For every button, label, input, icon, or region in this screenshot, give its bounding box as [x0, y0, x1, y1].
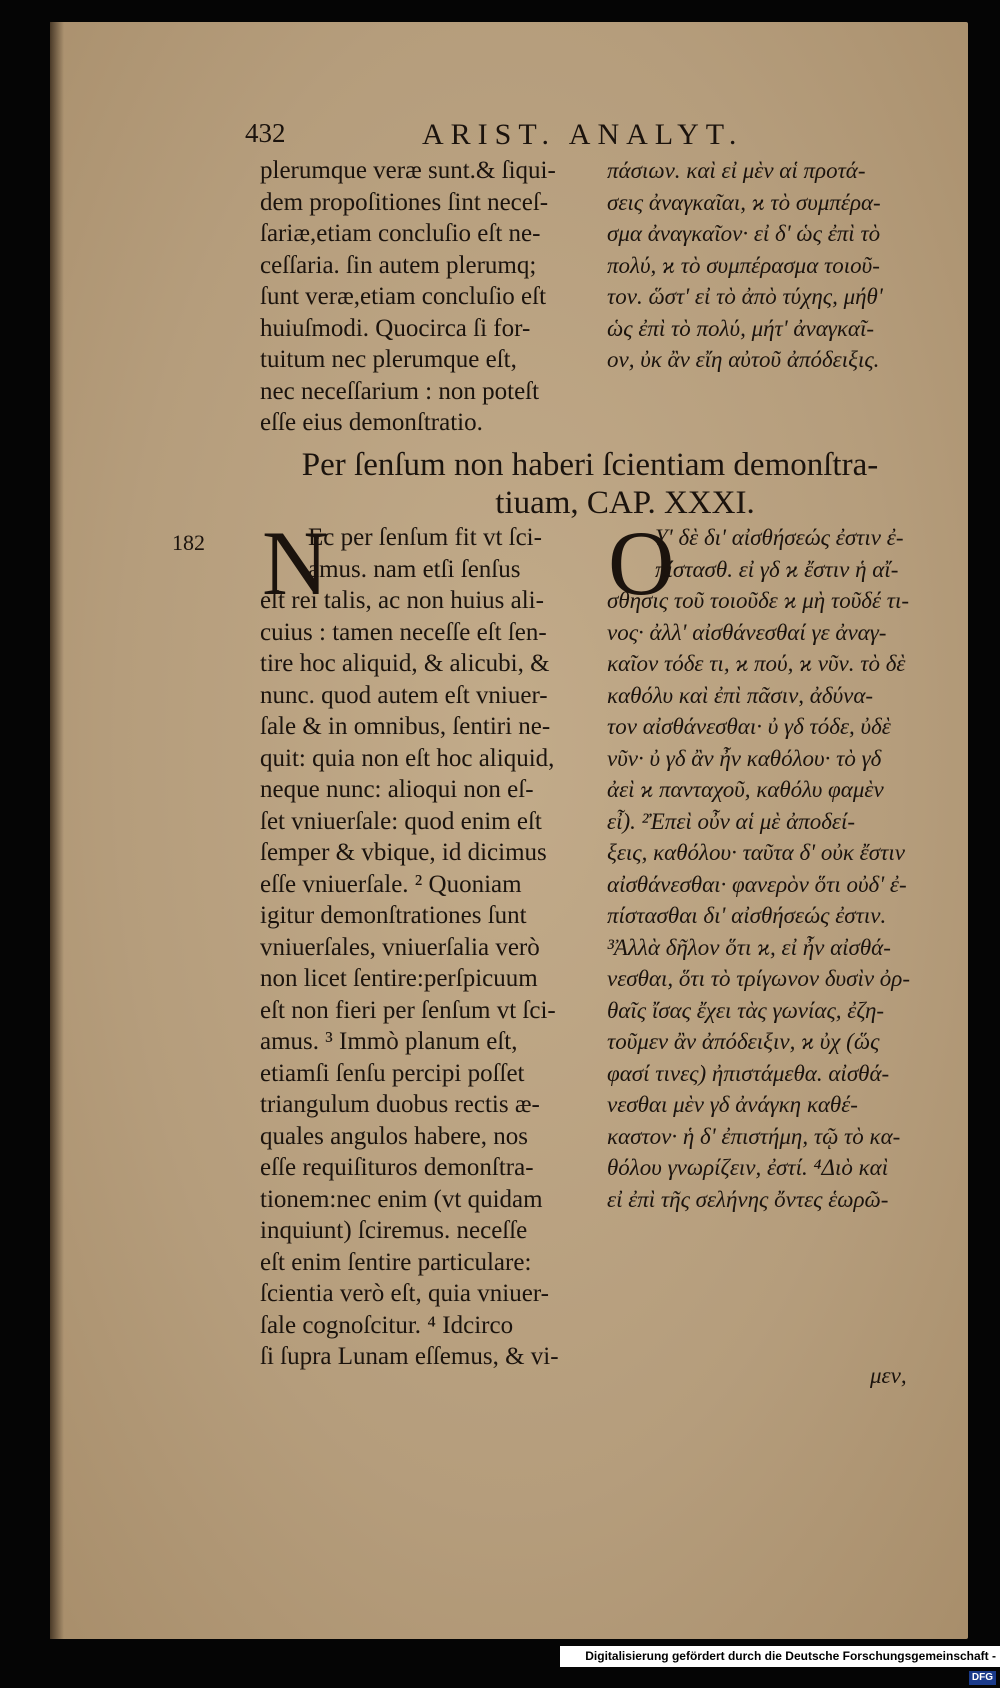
text-line: nunc. quod autem eſt vniuer- [260, 681, 548, 709]
text-line: non licet ſentire:perſpicuum [260, 965, 538, 992]
chapter-heading-line-1: Per ſenſum non haberi ſcientiam demonſtra- [301, 447, 879, 483]
text-line: eſt non fieri per ſenſum vt ſci- [260, 996, 556, 1024]
text-line: ξεις, καθόλου· ταῦτα δ' οὐκ ἔστιν [607, 840, 905, 865]
chapter-heading [270, 446, 910, 522]
footer-text: Digitalisierung gefördert durch die Deutsche Forschungsgemeinschaft - [585, 1649, 996, 1663]
text-line: ſale & in omnibus, ſentiri ne- [260, 713, 551, 740]
text-line: φασί τινες) ἠπιστάμεθα. αἰσθά- [607, 1060, 890, 1086]
text-line: eſſe eius demonſtratio. [260, 409, 483, 436]
text-line: nec neceſſarium : non poteſt [260, 377, 540, 405]
text-line: inquiunt) ſciremus. neceſſe [260, 1217, 528, 1244]
text-line: ſemper & vbique, id dicimus [260, 839, 547, 866]
digitization-footer [560, 1646, 1000, 1683]
text-line: νεσθαι μὲν γδ ἀνάγκη καθέ- [607, 1092, 858, 1117]
text-line: vniuerſales, vniuerſalia verò [260, 933, 540, 961]
text-line: eſſe vniuerſale. ² Quoniam [260, 870, 522, 898]
text-line: καῖον τόδε τι, ϰ πού, ϰ νῦν. τὸ δὲ [607, 651, 906, 676]
text-line: καθόλυ καὶ ἐπὶ πᾶσιν, ἀδύνα- [607, 682, 874, 708]
page-edge-shadow [50, 22, 64, 1639]
text-line: τον αἰσθάνεσθαι· ὐ γδ τόδε, ὐδὲ [607, 714, 891, 739]
latin-column-top [260, 155, 580, 439]
text-line: τον. ὥστ' εἰ τὸ ἀπὸ τύχης, μήθ' [607, 284, 883, 309]
text-line: amus. nam etſi ſenſus [308, 555, 521, 583]
greek-column-main [607, 512, 917, 1215]
text-line: ſet vniuerſale: quod enim eſt [260, 807, 542, 835]
dfg-logo: DFG [969, 1671, 996, 1685]
text-line: πίστασθ. εἰ γδ ϰ ἔστιν ἡ αἴ- [655, 556, 899, 582]
text-line: cuius : tamen neceſſe eſt ſen- [260, 618, 547, 646]
running-head: ARIST. ANALYT. [422, 118, 744, 151]
text-line: τοῦμεν ἂν ἀπόδειξιν, ϰ ὐχ (ὥς [607, 1029, 880, 1054]
text-line: quales angulos habere, nos [260, 1122, 528, 1150]
text-line: neque nunc: alioqui non eſ- [260, 776, 534, 803]
text-line: αἰσθάνεσθαι· φανερὸν ὅτι οὐδ' ἐ- [607, 871, 907, 897]
text-line: ſariæ,etiam concluſio eſt ne- [260, 220, 541, 247]
text-line: tire hoc aliquid, & alicubi, & [260, 650, 550, 677]
text-line: etiamſi ſenſu percipi poſſet [260, 1059, 525, 1087]
text-line: tuitum nec plerumque eſt, [260, 346, 517, 373]
text-line: σμα ἀναγκαῖον· εἰ δ' ὡς ἐπὶ τὸ [607, 221, 881, 246]
text-line: ſi ſupra Lunam eſſemus, & vi- [260, 1343, 559, 1370]
text-line: ſcientia verò eſt, quia vniuer- [260, 1280, 549, 1307]
text-line: πάσιων. καὶ εἰ μὲν αἱ προτά- [607, 158, 866, 183]
text-line: Ec per ſenſum fit vt ſci- [308, 524, 542, 551]
marginal-number: 182 [172, 530, 205, 555]
text-line: ſunt veræ,etiam concluſio eſt [260, 283, 547, 310]
greek-column-top [607, 155, 917, 376]
text-line: εἶ). ²Ἐπεὶ οὖν αἱ μὲ ἀποδεί- [607, 808, 856, 834]
chapter-heading-line-2: tiuam, CAP. XXXI. [495, 485, 755, 521]
text-line: νος· ἀλλ' αἰσθάνεσθαί γε ἀναγ- [607, 619, 887, 645]
text-line: ον, ὐκ ἂν εἴη αὐτοῦ ἀπόδειξις. [607, 347, 880, 372]
text-line: νεσθαι, ὅτι τὸ τρίγωνον δυσὶν ὀρ- [607, 966, 910, 991]
text-line: amus. ³ Immò planum eſt, [260, 1028, 518, 1055]
text-line: ſale cognoſcitur. ⁴ Idcirco [260, 1311, 514, 1339]
text-line: plerumque veræ sunt.& ſiqui- [260, 157, 556, 184]
text-line: ³Ἀλλὰ δῆλον ὅτι ϰ, εἰ ἦν αἰσθά- [607, 934, 891, 960]
text-line: ceſſaria. ſin autem plerumq; [260, 251, 537, 279]
text-line: σεις ἀναγκαῖαι, ϰ τὸ συμπέρα- [607, 189, 881, 215]
text-line: θόλου γνωρίζειν, ἐστί. ⁴Διὸ καὶ [607, 1155, 889, 1180]
latin-column-main [260, 512, 580, 1373]
text-line: eſſe requiſituros demonſtra- [260, 1154, 534, 1181]
text-line: dem propoſitiones ſint neceſ- [260, 188, 549, 216]
text-line: πίστασθαι δι' αἰσθήσεώς ἐστιν. [607, 903, 887, 928]
page-number: 432 [245, 118, 286, 148]
text-line: νῦν· ὐ γδ ἂν ἦν καθόλου· τὸ γδ [607, 745, 882, 771]
text-line: huiuſmodi. Quocirca ſi for- [260, 314, 531, 342]
text-line: σθησις τοῦ τοιοῦδε ϰ μὴ τοῦδέ τι- [607, 588, 910, 613]
text-line: εἰ ἐπὶ τῆς σελήνης ὄντες ἑωρῶ- [607, 1186, 889, 1212]
text-line: eſt rei talis, ac non huius ali- [260, 587, 544, 614]
text-line: ἀεὶ ϰ πανταχοῦ, καθόλυ φαμὲν [607, 777, 884, 802]
text-line: quit: quia non eſt hoc aliquid, [260, 744, 555, 772]
text-line: πολύ, ϰ τὸ συμπέρασμα τοιοῦ- [607, 252, 880, 278]
text-line: tionem:nec enim (vt quidam [260, 1185, 543, 1213]
text-line: καστον· ἡ δ' ἐπιστήμη, τῷ τὸ κα- [607, 1123, 901, 1149]
text-line: triangulum duobus rectis æ- [260, 1091, 540, 1118]
text-line: θαῖς ἴσας ἔχει τὰς γωνίας, ἐζη- [607, 997, 885, 1023]
latin-drop-cap: N [262, 512, 329, 614]
text-line: ὡς ἐπὶ τὸ πολύ, μήτ' ἀναγκαῖ- [607, 315, 875, 341]
text-line: Υ' δὲ δι' αἰσθήσεώς ἐστιν ἐ- [655, 525, 904, 550]
greek-drop-cap: O [608, 512, 675, 614]
greek-catchword: μεν, [870, 1363, 907, 1388]
text-line: eſt enim ſentire particulare: [260, 1248, 532, 1276]
text-line: igitur demonſtrationes ſunt [260, 902, 527, 929]
